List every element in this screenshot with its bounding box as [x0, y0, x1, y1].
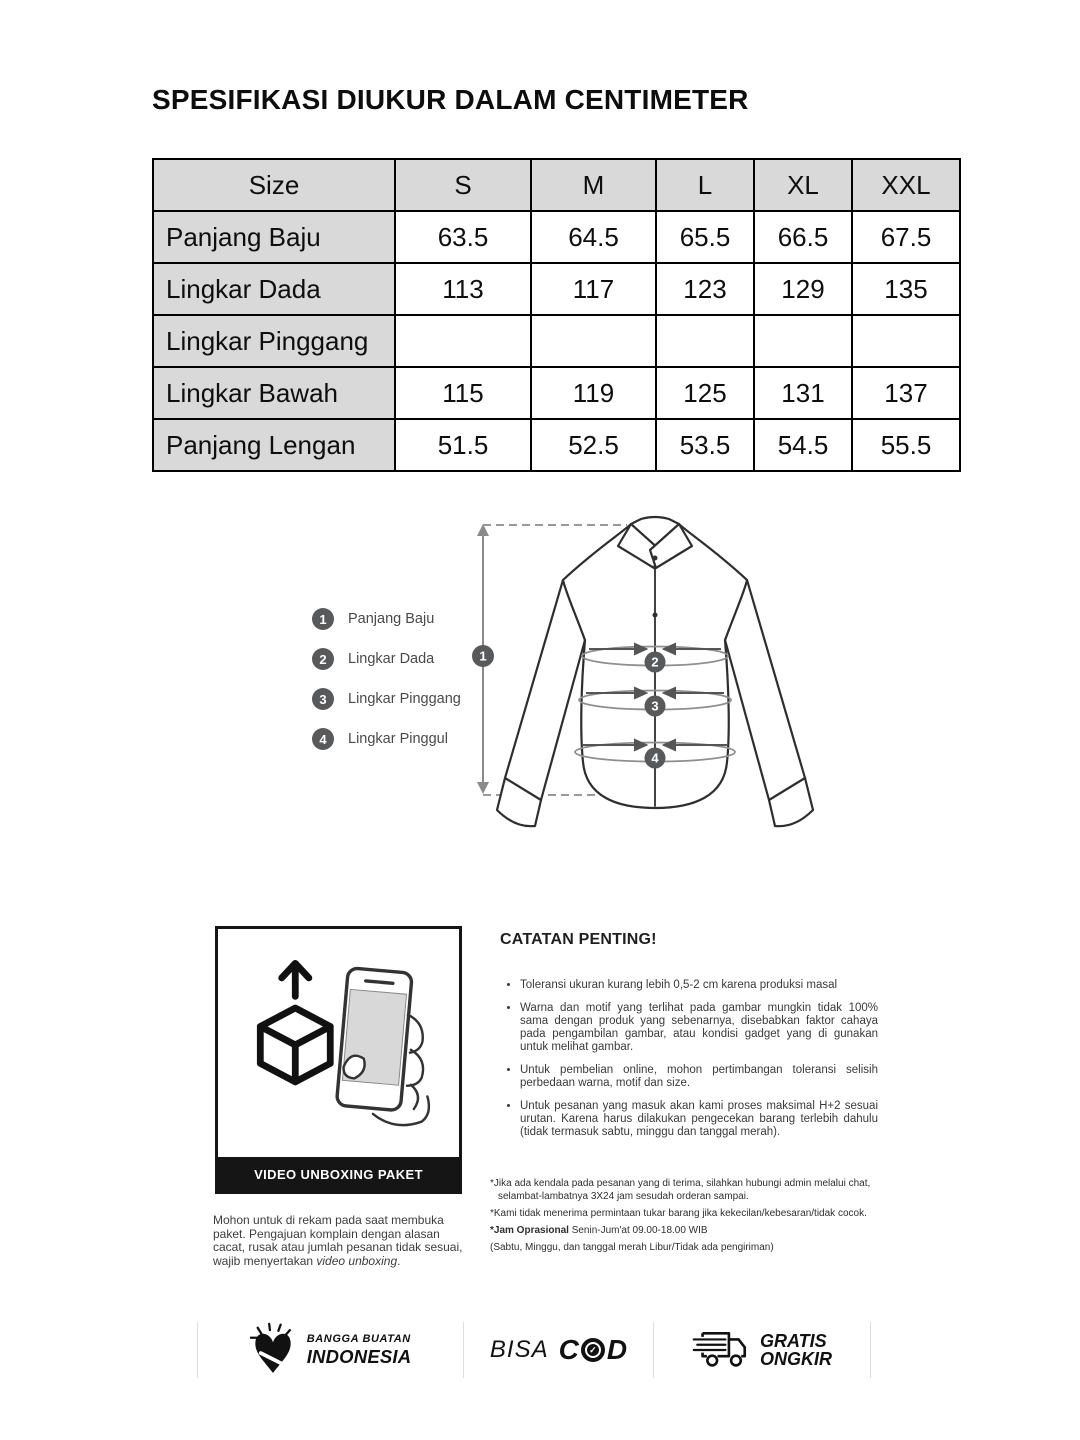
- cell-value: 117: [531, 263, 656, 315]
- unboxing-banner: VIDEO UNBOXING PAKET: [218, 1157, 459, 1191]
- cell-value: [656, 315, 754, 367]
- badge-bangga-buatan-indonesia: [197, 1322, 463, 1378]
- legend-number-badge: 2: [312, 648, 334, 670]
- header-cell-xl: XL: [754, 159, 852, 211]
- cell-value: 131: [754, 367, 852, 419]
- svg-text:1: 1: [479, 648, 487, 664]
- footnote: *Kami tidak menerima permintaan tukar barang jika kekecilan/kebesaran/tidak cocok.: [490, 1208, 867, 1219]
- table-row: [153, 315, 960, 367]
- page-title: SPESIFIKASI DIUKUR DALAM CENTIMETER: [152, 84, 749, 115]
- cell-value: 65.5: [656, 211, 754, 263]
- truck-icon: [692, 1328, 750, 1372]
- cell-value: 55.5: [852, 419, 960, 471]
- legend-item: 1 Panjang Baju: [312, 607, 461, 631]
- badge-text: BANGGA BUATAN INDONESIA: [306, 1332, 412, 1367]
- badge-gratis-ongkir: [653, 1322, 871, 1378]
- svg-text:4: 4: [651, 750, 659, 766]
- cell-value: [754, 315, 852, 367]
- cell-value: 125: [656, 367, 754, 419]
- cell-value: 115: [395, 367, 531, 419]
- table-row: [153, 263, 960, 315]
- header-cell-size: Size: [153, 159, 395, 211]
- cod-check-icon: [581, 1338, 605, 1362]
- notes-list: [500, 979, 878, 1139]
- legend-item: 3 Lingkar Pinggang: [312, 687, 461, 711]
- note-bullet: • Warna dan motif yang terlihat pada gambar mungkin tidak 100% sama dengan produk yang sebenarnya, disebabkan faktor cahaya pada pengambilan gambar, atau kondisi gadget yang di gunakan untuk melihat gambar.: [520, 1002, 878, 1054]
- header-cell-l: L: [656, 159, 754, 211]
- cell-value: 123: [656, 263, 754, 315]
- cell-value: 64.5: [531, 211, 656, 263]
- button: [653, 613, 658, 618]
- cod-label: C ✓ D: [559, 1334, 627, 1366]
- cell-value: 135: [852, 263, 960, 315]
- badge-bisa-cod: BISA C ✓ D: [463, 1322, 653, 1378]
- phone-recording-box-icon: [237, 949, 441, 1137]
- cell-value: 137: [852, 367, 960, 419]
- measurement-legend: [312, 607, 461, 767]
- cell-value: 113: [395, 263, 531, 315]
- cell-value: 52.5: [531, 419, 656, 471]
- heart-logo-icon: [250, 1321, 296, 1379]
- svg-text:3: 3: [651, 698, 659, 714]
- button: [653, 556, 658, 561]
- cell-value: 119: [531, 367, 656, 419]
- legend-number-badge: 3: [312, 688, 334, 710]
- note-bullet: • Toleransi ukuran kurang lebih 0,5-2 cm karena produksi masal: [520, 979, 878, 992]
- header-cell-xxl: XXL: [852, 159, 960, 211]
- shirt-diagram: [455, 512, 855, 860]
- header-cell-s: S: [395, 159, 531, 211]
- cell-value: 54.5: [754, 419, 852, 471]
- legend-item: 4 Lingkar Pinggul: [312, 727, 461, 751]
- legend-number-badge: 1: [312, 608, 334, 630]
- note-bullet: • Untuk pembelian online, mohon pertimbangan toleransi selisih perbedaan warna, motif dan size.: [520, 1064, 878, 1090]
- cell-value: 51.5: [395, 419, 531, 471]
- badge-text: GRATIS ONGKIR: [760, 1330, 832, 1369]
- row-label: Panjang Lengan: [153, 419, 395, 471]
- cell-value: 66.5: [754, 211, 852, 263]
- footer-badges: [197, 1322, 871, 1378]
- important-notes: [500, 931, 878, 1149]
- cell-value: 63.5: [395, 211, 531, 263]
- footnote: *Jam Oprasional Senin-Jum'at 09.00-18.00 WIB: [490, 1225, 708, 1236]
- legend-number-badge: 4: [312, 728, 334, 750]
- unboxing-illustration: [218, 929, 459, 1157]
- cell-value: [531, 315, 656, 367]
- unboxing-note: Mohon untuk di rekam pada saat membuka paket. Pengajuan komplain dengan alasan cacat, rusak atau jumlah pesanan tidak sesuai, wajib menyertakan video unboxing.: [213, 1213, 463, 1268]
- table-row: [153, 367, 960, 419]
- cell-value: [852, 315, 960, 367]
- footnotes: [490, 1177, 884, 1258]
- cell-value: [395, 315, 531, 367]
- row-label: Lingkar Dada: [153, 263, 395, 315]
- box-icon: [260, 1008, 330, 1045]
- cell-value: 129: [754, 263, 852, 315]
- note-bullet: • Untuk pesanan yang masuk akan kami proses maksimal H+2 sesuai urutan. Karena harus dilakukan pengecekan barang terlebih dahulu (tidak termasuk sabtu, minggu dan tanggal merah).: [520, 1100, 878, 1139]
- footnote: (Sabtu, Minggu, dan tanggal merah Libur/Tidak ada pengiriman): [490, 1242, 774, 1253]
- row-label: Panjang Baju: [153, 211, 395, 263]
- size-table-header-row: [153, 159, 960, 211]
- right-sleeve: [725, 580, 813, 826]
- left-sleeve: [497, 580, 585, 826]
- size-table: [152, 158, 961, 472]
- footnote: *Jika ada kendala pada pesanan yang di terima, silahkan hubungi admin melalui chat, selambat-lambatnya 3X24 jam sesudah orderan sampai.: [490, 1178, 871, 1202]
- cell-value: 67.5: [852, 211, 960, 263]
- header-cell-m: M: [531, 159, 656, 211]
- table-row: [153, 419, 960, 471]
- row-label: Lingkar Bawah: [153, 367, 395, 419]
- table-row: [153, 211, 960, 263]
- video-unboxing-card: [215, 926, 462, 1194]
- row-label: Lingkar Pinggang: [153, 315, 395, 367]
- legend-item: 2 Lingkar Dada: [312, 647, 461, 671]
- cell-value: 53.5: [656, 419, 754, 471]
- notes-title: CATATAN PENTING!: [500, 931, 657, 948]
- svg-text:2: 2: [651, 654, 659, 670]
